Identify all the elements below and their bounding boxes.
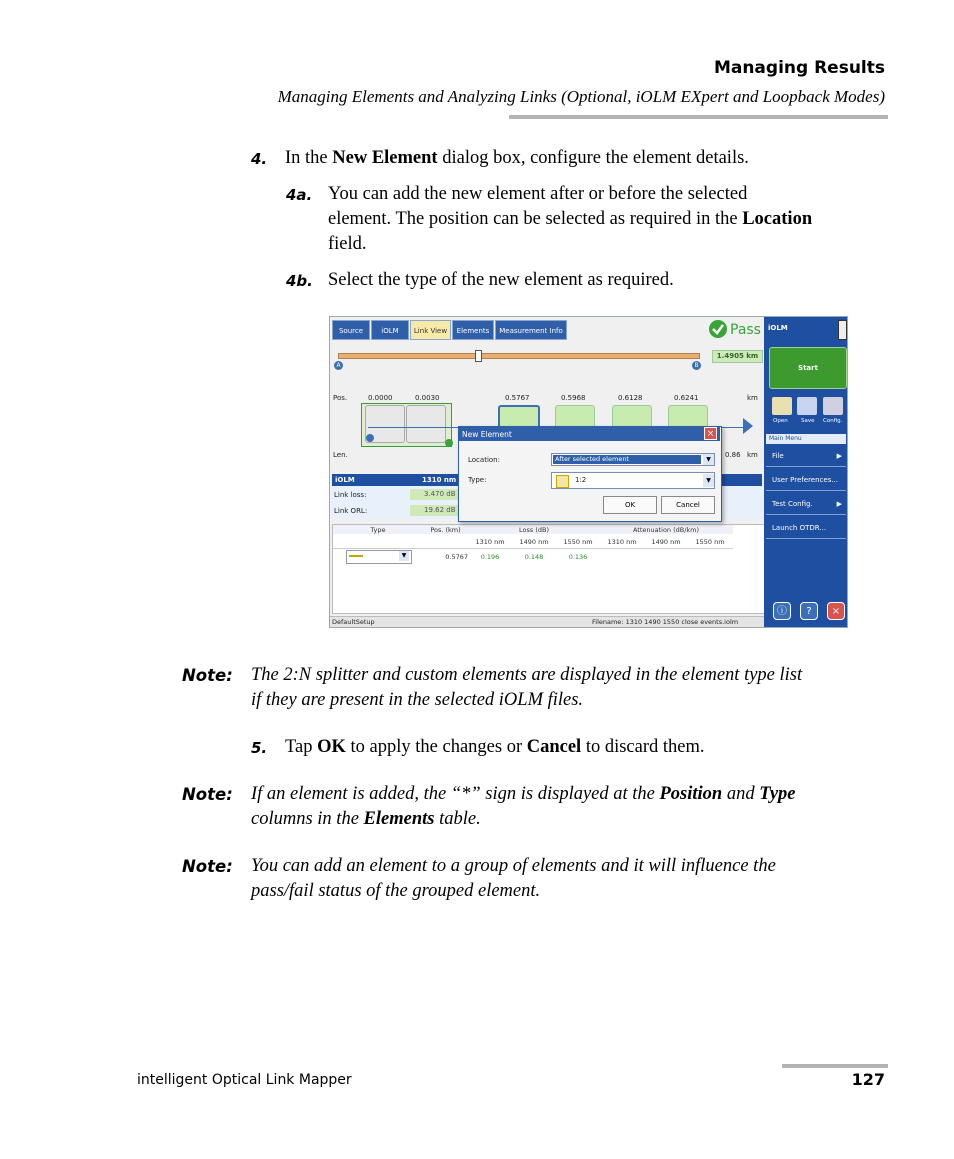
distance-readout: 1.4905 km — [712, 350, 763, 363]
cancel-button[interactable]: Cancel — [661, 496, 715, 514]
col-pos: Pos. (km) — [430, 526, 461, 534]
pos-value: 0.0000 — [368, 394, 393, 402]
km-unit: km — [747, 451, 758, 459]
note-1-text: The 2:N splitter and custom elements are displayed in the element type list if they are present in the selected iOLM files. — [251, 665, 803, 710]
tab-link-view[interactable]: Link View — [410, 320, 451, 340]
row-loss: 0.136 — [568, 553, 588, 561]
menu-arrow-icon: ▶ — [836, 500, 842, 508]
note-3-text: You can add an element to a group of elements and it will influence the pass/fail status of the grouped element. — [251, 856, 776, 901]
save-label: Save — [801, 418, 815, 424]
step-4a-text: You can add the new element after or before the selected element. The position can be selected as required in the Location field. — [328, 184, 813, 254]
col-loss: Loss (dB) — [519, 526, 549, 534]
start-button[interactable]: Start — [769, 347, 847, 389]
menu-file[interactable] — [766, 445, 846, 467]
splitter-icon — [556, 475, 569, 488]
ok-button[interactable]: OK — [603, 496, 657, 514]
battery-icon — [838, 320, 847, 340]
row-pos: 0.5767 — [445, 553, 468, 561]
menu-test-config[interactable] — [766, 493, 846, 515]
col-type: Type — [370, 526, 386, 534]
footer-rule — [782, 1064, 888, 1068]
step-5-number: 5. — [251, 739, 268, 757]
location-value: After selected element — [553, 455, 701, 464]
marker-a: A — [334, 361, 343, 370]
menu-launch-otdr[interactable]: Launch OTDR... — [766, 517, 846, 539]
step-4b-number: 4b. — [286, 272, 313, 290]
open-icon[interactable] — [772, 397, 792, 415]
step-4b-text: Select the type of the new element as required. — [328, 270, 674, 290]
info-icon[interactable]: ⓘ — [773, 602, 791, 620]
menu-user-preferences[interactable]: User Preferences... — [766, 469, 846, 491]
summary-title: iOLM — [335, 476, 355, 484]
type-label: Type: — [468, 476, 487, 484]
km-unit: km — [747, 394, 758, 402]
note-2-text: If an element is added, the “*” sign is displayed at the Position and Type columns in the Elements table. — [251, 784, 796, 829]
sub-col: 1550 nm — [563, 538, 593, 546]
status-bar-setup: DefaultSetup — [332, 618, 375, 626]
tab-source[interactable]: Source — [332, 320, 370, 340]
app-name: iOLM — [768, 324, 788, 332]
marker-a-icon — [366, 434, 374, 442]
sub-col: 1550 nm — [695, 538, 725, 546]
link-loss-value: 3.470 dB — [410, 489, 460, 500]
step-4-number: 4. — [251, 150, 268, 168]
len-label: Len. — [333, 451, 348, 459]
new-element-screenshot — [329, 316, 848, 628]
element-box[interactable] — [406, 405, 446, 443]
link-orl-value: 19.62 dB — [410, 505, 460, 516]
summary-wavelength: 1310 nm — [422, 476, 457, 484]
menu-arrow-icon: ▶ — [836, 452, 842, 460]
step-4-text: In the New Element dialog box, configure the element details. — [285, 148, 749, 168]
tab-measurement-info[interactable]: Measurement Info — [495, 320, 567, 340]
step-4a-number: 4a. — [286, 186, 313, 204]
chevron-down-icon[interactable]: ▼ — [703, 454, 714, 465]
col-attenuation: Attenuation (dB/km) — [632, 526, 700, 534]
link-orl-label: Link ORL: — [334, 507, 368, 515]
arrow-right-icon[interactable] — [743, 418, 753, 434]
pos-value: 0.5968 — [561, 394, 586, 402]
chevron-down-icon[interactable]: ▼ — [703, 474, 714, 487]
note-label: Note: — [182, 666, 233, 685]
tab-iolm[interactable]: iOLM — [371, 320, 409, 340]
element-type-icon — [349, 555, 363, 557]
config-label: Config. — [823, 418, 843, 424]
row-loss: 0.148 — [524, 553, 544, 561]
pos-value: 0.6128 — [618, 394, 643, 402]
link-cursor[interactable] — [475, 350, 482, 362]
close-icon[interactable]: × — [704, 427, 717, 440]
menu-file-label: File — [772, 452, 784, 460]
sub-col: 1310 nm — [475, 538, 505, 546]
sub-col: 1490 nm — [519, 538, 549, 546]
len-value: 0.86 — [725, 451, 741, 459]
help-icon[interactable]: ? — [800, 602, 818, 620]
status-bar-filename: Filename: 1310 1490 1550 close events.iolm — [592, 618, 739, 626]
step-5-text: Tap OK to apply the changes or Cancel to discard them. — [285, 737, 705, 757]
marker-b: B — [692, 361, 701, 370]
tab-elements[interactable]: Elements — [452, 320, 494, 340]
sub-col: 1310 nm — [607, 538, 637, 546]
main-menu-label: Main Menu — [766, 434, 846, 444]
sub-col: 1490 nm — [651, 538, 681, 546]
footer-product: intelligent Optical Link Mapper — [137, 1072, 352, 1088]
pass-status: Pass — [730, 322, 761, 338]
open-label: Open — [773, 418, 788, 424]
save-icon[interactable] — [797, 397, 817, 415]
header-rule — [509, 115, 888, 119]
pass-check-icon — [709, 320, 727, 338]
dialog-title: New Element — [462, 430, 512, 439]
type-value: 1:2 — [575, 476, 587, 484]
note-label: Note: — [182, 785, 233, 804]
location-label: Location: — [468, 456, 500, 464]
link-loss-label: Link loss: — [334, 491, 367, 499]
config-icon[interactable] — [823, 397, 843, 415]
link-bar — [338, 353, 700, 359]
pos-value: 0.6241 — [674, 394, 699, 402]
chevron-down-icon[interactable]: ▼ — [399, 551, 409, 561]
pos-label: Pos. — [333, 394, 348, 402]
pass-small-icon — [445, 439, 453, 447]
section-title: Managing Results — [713, 58, 885, 78]
table-divider — [333, 548, 733, 549]
section-subtitle: Managing Elements and Analyzing Links (Optional, iOLM EXpert and Loopback Modes) — [277, 87, 885, 106]
pos-value: 0.5767 — [505, 394, 530, 402]
menu-test-config-label: Test Config. — [772, 500, 813, 508]
exit-icon[interactable]: × — [827, 602, 845, 620]
pos-value: 0.0030 — [415, 394, 440, 402]
row-loss: 0.196 — [480, 553, 500, 561]
page-number: 127 — [851, 1070, 885, 1089]
note-label: Note: — [182, 857, 233, 876]
